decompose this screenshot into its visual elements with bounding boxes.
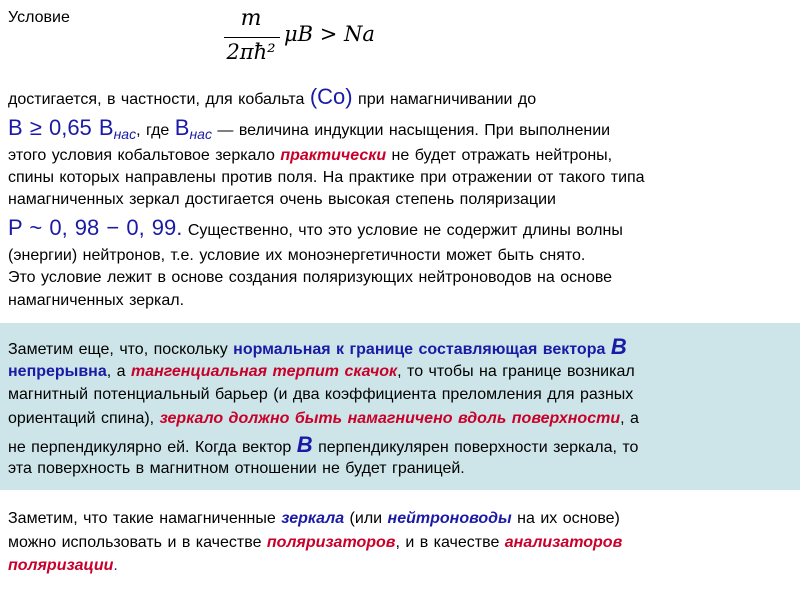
emphasis-analyzers: анализаторов xyxy=(504,534,623,551)
emphasis-continuous: непрерывна xyxy=(8,363,107,380)
polarization-value: P ~ 0, 98 − 0, 99. xyxy=(8,215,183,240)
emphasis-tangential-jump: тангенциальная терпит скачок xyxy=(130,363,398,380)
text: можно использовать и в качестве xyxy=(8,534,267,551)
text: , где xyxy=(136,122,175,139)
text: , и в качестве xyxy=(395,534,505,551)
text: достигается, в частности, для кобальта xyxy=(8,91,310,108)
text: на их основе) xyxy=(511,510,620,527)
emphasis-magnetized-along-surface: зеркало должно быть намагничено вдоль поверхности xyxy=(159,410,621,427)
formula-numerator: m xyxy=(240,6,262,31)
text: Заметим еще, что, поскольку xyxy=(8,341,234,358)
intro-line-1 xyxy=(8,84,537,110)
period: . xyxy=(113,557,118,574)
text: перпендикулярен поверхности зеркала, то xyxy=(312,439,639,456)
note1-line-6: эта поверхность в магнитном отношении не будет границей. xyxy=(8,460,465,477)
emphasis-neutron-guides: нейтроноводы xyxy=(387,510,512,527)
intro-line-5: намагниченных зеркал достигается очень высокая степень поляризации xyxy=(8,191,556,208)
note1-line-1 xyxy=(8,334,627,360)
fraction-bar xyxy=(224,37,280,38)
formula-denominator: 2πħ² xyxy=(226,40,276,64)
note2-line-3 xyxy=(8,556,118,576)
emphasis-mirrors: зеркала xyxy=(281,510,345,527)
text: Существенно, что это условие не содержит длины волны xyxy=(182,222,623,239)
text: (или xyxy=(344,510,388,527)
note1-line-4 xyxy=(8,409,639,429)
b-symbol: B xyxy=(174,115,190,140)
text: не перпендикулярно ей. Когда вектор xyxy=(8,439,297,456)
text: этого условия кобальтовое зеркало xyxy=(8,147,281,164)
b-sat-subscript: нас xyxy=(189,126,212,142)
formula-rhs: μB > Na xyxy=(284,22,375,46)
condition-formula xyxy=(218,2,408,72)
b-condition: B ≥ 0,65 B xyxy=(8,115,114,140)
note2-line-2 xyxy=(8,533,622,553)
vector-b: B xyxy=(610,334,627,359)
text: — величина индукции насыщения. При выполнении xyxy=(211,122,611,139)
text: , то чтобы на границе возникал xyxy=(397,363,635,380)
intro-line-2 xyxy=(8,115,611,142)
note2-line-1 xyxy=(8,509,620,529)
note1-line-5 xyxy=(8,432,639,458)
emphasis-polarization: поляризации xyxy=(8,557,114,574)
intro-line-6 xyxy=(8,215,623,241)
condition-label: Условие xyxy=(8,9,70,26)
cobalt-symbol: (Co) xyxy=(309,84,353,109)
b-sat-subscript: нас xyxy=(113,126,137,142)
text: , а xyxy=(620,410,639,427)
intro-line-3 xyxy=(8,146,612,166)
emphasis-polarizers: поляризаторов xyxy=(266,534,396,551)
emphasis-practically: практически xyxy=(280,147,387,164)
text: Заметим, что такие намагниченные xyxy=(8,510,282,527)
text: не будет отражать нейтроны, xyxy=(386,147,613,164)
vector-b: B xyxy=(296,432,313,457)
intro-line-4: спины которых направлены против поля. На практике при отражении от такого типа xyxy=(8,169,645,186)
intro-line-7: (энергии) нейтронов, т.е. условие их моноэнергетичности может быть снято. xyxy=(8,247,586,264)
text: ориентаций спина), xyxy=(8,410,160,427)
emphasis-normal-component: нормальная к границе составляющая вектора xyxy=(233,341,611,358)
text: , а xyxy=(106,363,131,380)
note1-line-2 xyxy=(8,362,635,382)
intro-line-8: Это условие лежит в основе создания поляризующих нейтроноводов на основе xyxy=(8,269,613,286)
text: при намагничивании до xyxy=(352,91,537,108)
note1-line-3: магнитный потенциальный барьер (и два коэффициента преломления для разных xyxy=(8,386,634,403)
intro-line-9: намагниченных зеркал. xyxy=(8,292,185,309)
